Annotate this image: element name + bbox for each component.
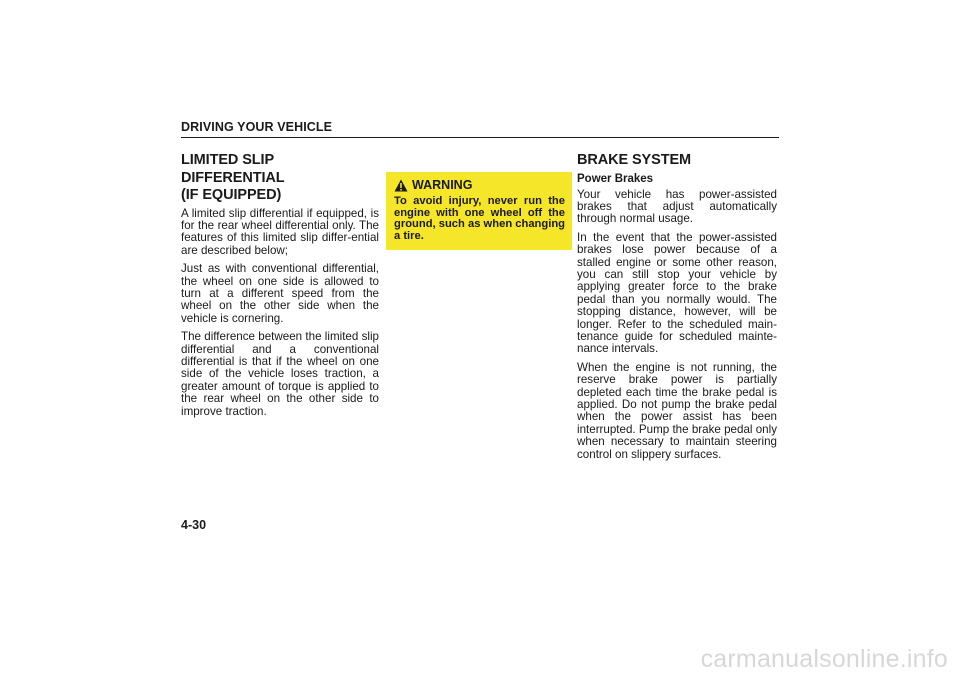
limited-slip-title-line1: LIMITED SLIP DIFFERENTIAL: [181, 152, 285, 186]
warning-title: WARNING: [412, 178, 473, 192]
limited-slip-paragraph: Just as with conventional differential, the wheel on one side is allowed to turn at a different speed from the wheel on the other side when the vehicle is cornering.: [181, 262, 379, 325]
limited-slip-paragraph: A limited slip differential if equipped, is for the rear wheel differential only. The features of this limited slip differ-ential are described below;: [181, 206, 379, 257]
brake-paragraph: When the engine is not running, the reserve brake power is partially depleted each time the brake pedal is applied. Do not pump the brake pedal when the power assist has been interrupted. Pump the brake pedal only when necessary to maintain steering control on slippery surfaces.: [577, 360, 777, 461]
limited-slip-paragraph: The difference between the limited slip differential and a conventional differential is that if the wheel on one side of the vehicle loses traction, a greater amount of torque is applied to the rear wheel on the other side to improve traction.: [181, 330, 379, 418]
page-number: 4-30: [181, 518, 207, 532]
warning-heading: [394, 178, 565, 192]
limited-slip-section: [181, 152, 379, 424]
warning-text: To avoid injury, never run the engine with one wheel off the ground, such as when changing a tire.: [394, 195, 565, 242]
warning-box: [386, 172, 572, 250]
watermark-text: carmanualsonline.info: [700, 645, 948, 673]
brake-system-section: [577, 152, 777, 467]
brake-paragraph: Your vehicle has power-assisted brakes that adjust automatically through normal usage.: [577, 187, 777, 226]
header-divider: [181, 137, 779, 138]
warning-triangle-icon: [394, 179, 408, 192]
power-brakes-subtitle: Power Brakes: [577, 172, 654, 185]
limited-slip-title: [181, 152, 379, 205]
brake-system-title: BRAKE SYSTEM: [577, 152, 692, 168]
section-header: DRIVING YOUR VEHICLE: [181, 120, 333, 134]
limited-slip-title-line2: (IF EQUIPPED): [181, 187, 282, 203]
brake-paragraph: In the event that the power-assisted brakes lose power because of a stalled engine or some other reason, you can still stop your vehicle by applying greater force to the brake pedal than you normally would. The stopping distance, however, will be longer. Refer to the scheduled main-tenance guide for scheduled mainte-nance intervals.: [577, 230, 777, 356]
